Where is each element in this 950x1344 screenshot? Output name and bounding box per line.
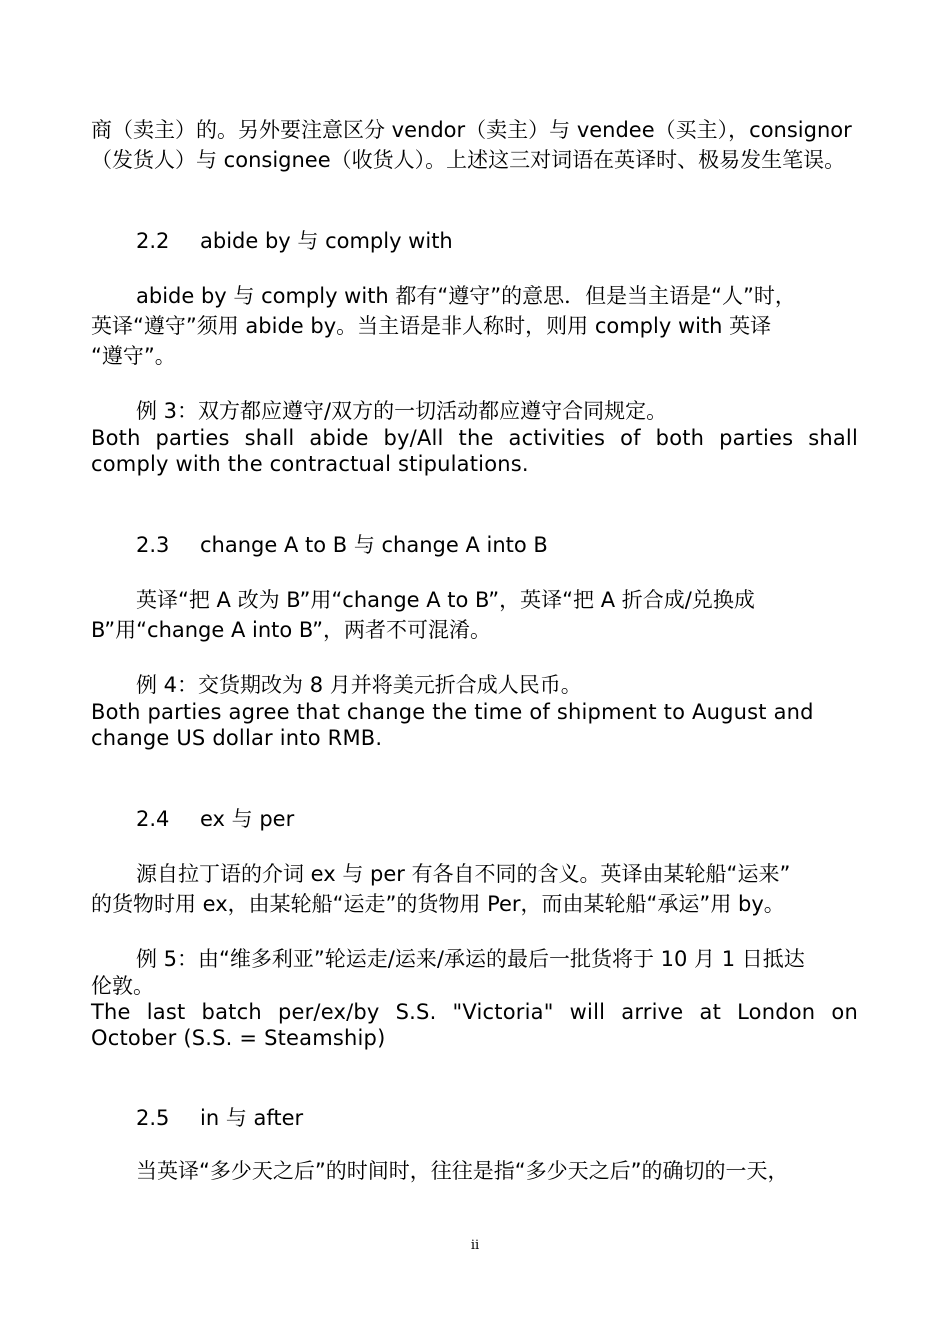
example-3-chinese: 例 3：双方都应遵守/双方的一切活动都应遵守合同规定。	[136, 399, 668, 423]
section-title: change A to B 与 change A into B	[200, 533, 548, 557]
paragraph-2-5-line-1: 当英译“多少天之后”的时间时，往往是指“多少天之后”的确切的一天，	[136, 1159, 789, 1183]
example-5-chinese-line-1: 例 5：由“维多利亚”轮运走/运来/承运的最后一批货将于 10 月 1 日抵达	[136, 947, 805, 971]
paragraph-2-4-line-2: 的货物时用 ex，由某轮船“运走”的货物用 Per，而由某轮船“承运”用 by。	[91, 892, 785, 916]
continued-text-line-2: （发货人）与 consignee（收货人）。上述这三对词语在英译时、极易发生笔误。	[91, 148, 846, 172]
example-3-english-line-2: comply with the contractual stipulations.	[91, 452, 529, 476]
example-4-english-line-2: change US dollar into RMB.	[91, 726, 383, 750]
example-4-chinese: 例 4：交货期改为 8 月并将美元折合成人民币。	[136, 673, 582, 697]
section-number: 2.4	[136, 807, 170, 831]
section-title: abide by 与 comply with	[200, 229, 453, 253]
example-5-english-line-2: October (S.S. = Steamship)	[91, 1026, 386, 1050]
page-number: ii	[470, 1238, 480, 1253]
paragraph-2-2-line-3: “遵守”。	[91, 344, 176, 368]
section-heading-2-2	[136, 231, 453, 252]
section-number: 2.5	[136, 1106, 170, 1130]
section-number: 2.2	[136, 229, 170, 253]
section-title: ex 与 per	[200, 807, 295, 831]
paragraph-2-4-line-1: 源自拉丁语的介词 ex 与 per 有各自不同的含义。英译由某轮船“运来”	[136, 862, 791, 886]
section-heading-2-3	[136, 535, 548, 556]
section-title: in 与 after	[200, 1106, 304, 1130]
paragraph-2-3-line-2: B”用“change A into B”，两者不可混淆。	[91, 618, 492, 642]
example-4-english-line-1: Both parties agree that change the time of shipment to August and	[91, 700, 814, 724]
section-heading-2-4	[136, 809, 294, 830]
paragraph-2-3-line-1: 英译“把 A 改为 B”用“change A to B”，英译“把 A 折合成/兑换成	[136, 588, 755, 612]
example-5-english-line-1: The last batch per/ex/by S.S. "Victoria" will arrive at London on	[91, 1000, 858, 1024]
paragraph-2-2-line-1: abide by 与 comply with 都有“遵守”的意思．但是当主语是“人”时，	[136, 284, 796, 308]
example-5-chinese-line-2: 伦敦。	[91, 974, 154, 998]
paragraph-2-2-line-2: 英译“遵守”须用 abide by。当主语是非人称时，则用 comply with 英译	[91, 314, 772, 338]
section-heading-2-5	[136, 1108, 303, 1129]
example-3-english-line-1: Both parties shall abide by/All the activities of both parties shall	[91, 426, 858, 450]
continued-text-line-1: 商（卖主）的。另外要注意区分 vendor（卖主）与 vendee（买主），consignor	[91, 118, 852, 142]
section-number: 2.3	[136, 533, 170, 557]
